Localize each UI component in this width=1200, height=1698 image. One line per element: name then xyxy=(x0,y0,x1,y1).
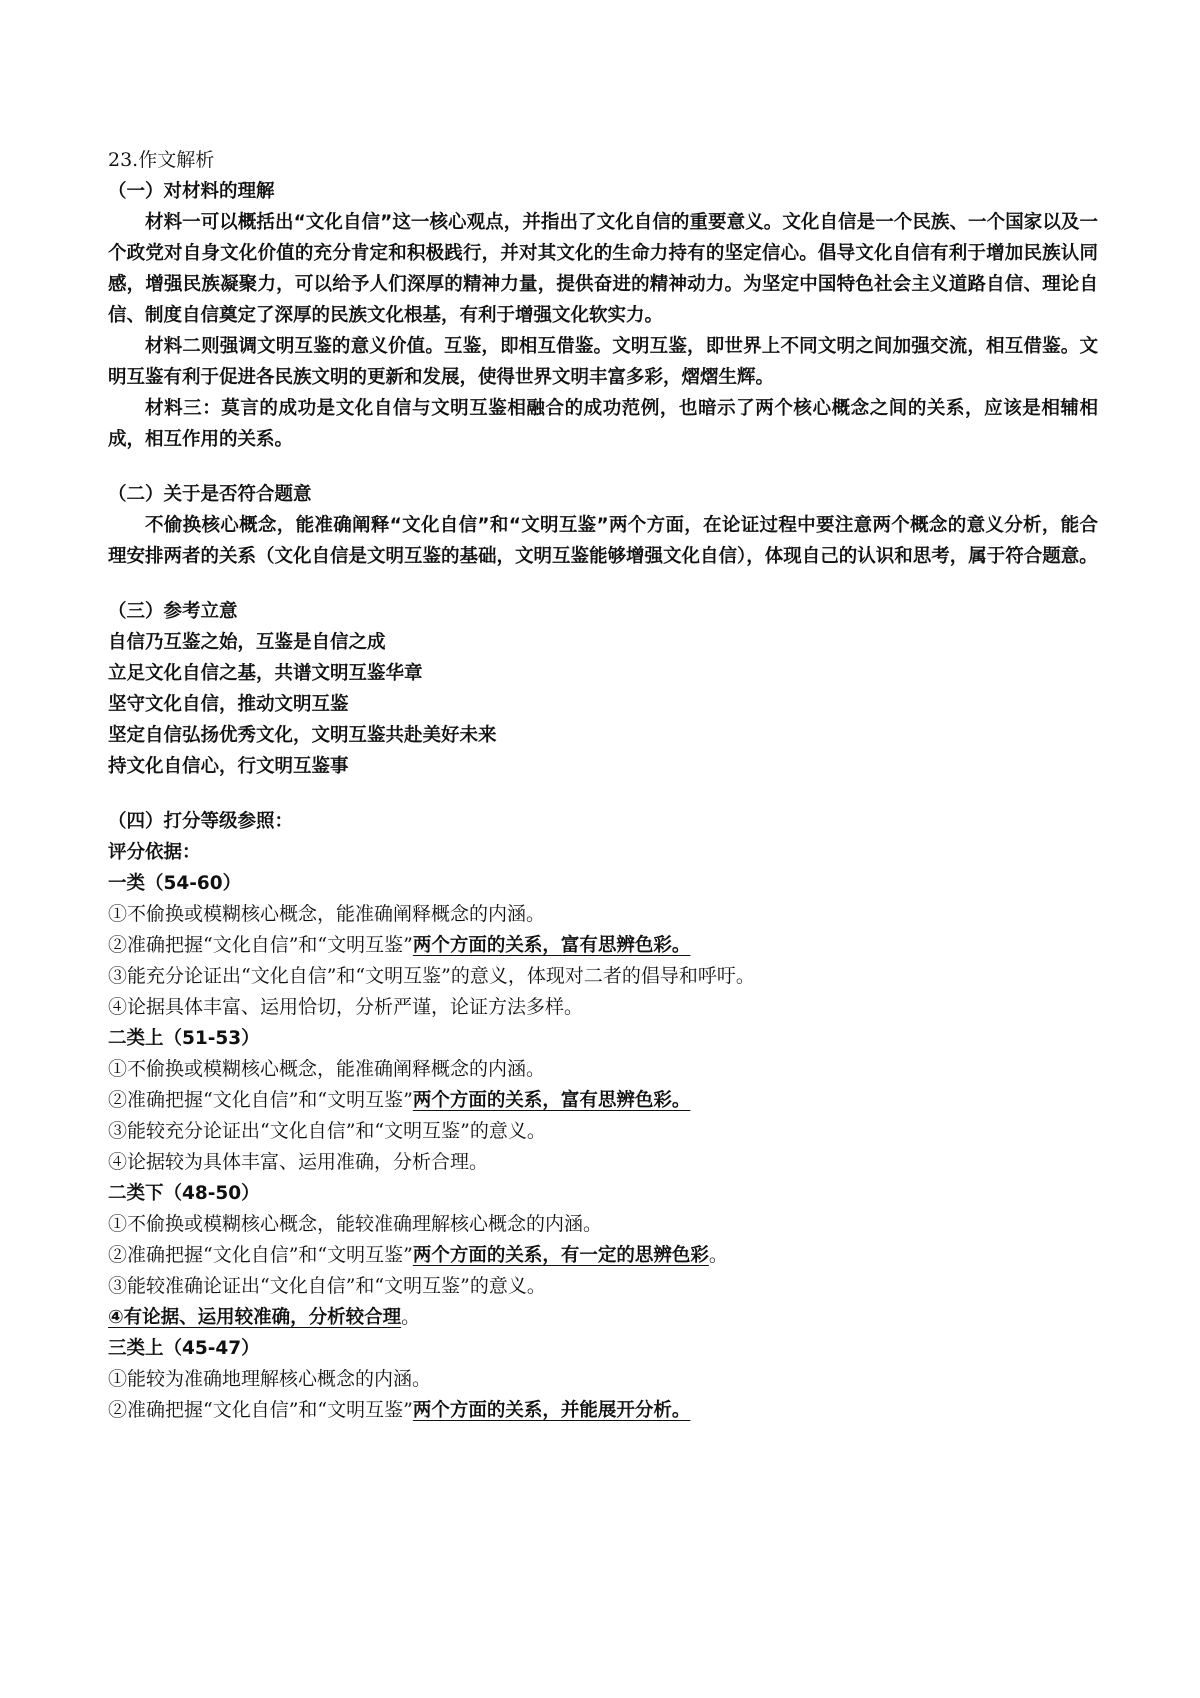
material-three-paragraph: 材料三：莫言的成功是文化自信与文明互鉴相融合的成功范例，也暗示了两个核心概念之间的关系，应该是相辅相成，相互作用的关系。 xyxy=(108,398,1098,450)
emphasized-text: 两个方面的关系，富有思辨色彩。 xyxy=(412,935,691,956)
grade-label: 三类上（45-47） xyxy=(108,1338,260,1359)
scoring-basis-label: 评分依据： xyxy=(108,842,201,863)
grade-criterion: ②准确把握“文化自信”和“文明互鉴”两个方面的关系，有一定的思辨色彩。 xyxy=(108,1244,728,1266)
grade-criterion: ①不偷换或模糊核心概念，能较准确理解核心概念的内涵。 xyxy=(108,1213,603,1235)
relevance-paragraph: 不偷换核心概念，能准确阐释“文化自信”和“文明互鉴”两个方面，在论证过程中要注意两个概念的意义分析，能合理安排两者的关系（文化自信是文明互鉴的基础，文明互鉴能够增强文化自信），体现自己的认识和思考，属于符合题意。 xyxy=(108,515,1098,567)
grade-criterion: ③能较充分论证出“文化自信”和“文明互鉴”的意义。 xyxy=(108,1120,546,1142)
grade-criterion: ④论据具体丰富、运用恰切，分析严谨，论证方法多样。 xyxy=(108,996,584,1018)
section-heading-3: （三）参考立意 xyxy=(108,601,238,622)
grade-criterion: ①不偷换或模糊核心概念，能准确阐释概念的内涵。 xyxy=(108,1058,546,1080)
emphasized-text: 两个方面的关系，有一定的思辨色彩 xyxy=(412,1245,709,1266)
spacer xyxy=(108,455,1098,479)
document-page xyxy=(108,145,1098,1426)
section-heading-4: （四）打分等级参照： xyxy=(108,811,294,832)
spacer xyxy=(108,782,1098,806)
grade-criterion: ④论据较为具体丰富、运用准确，分析合理。 xyxy=(108,1151,489,1173)
theme-item: 持文化自信心，行文明互鉴事 xyxy=(108,756,349,777)
emphasized-text: 两个方面的关系，富有思辨色彩。 xyxy=(412,1090,691,1111)
spacer xyxy=(108,572,1098,596)
grade-criterion: ④有论据、运用较准确，分析较合理。 xyxy=(108,1306,421,1328)
emphasized-text: 两个方面的关系，并能展开分析。 xyxy=(412,1400,691,1421)
theme-item: 立足文化自信之基，共谱文明互鉴华章 xyxy=(108,663,423,684)
grade-criterion: ②准确把握“文化自信”和“文明互鉴”两个方面的关系，富有思辨色彩。 xyxy=(108,934,691,956)
document-title: 23.作文解析 xyxy=(108,149,215,171)
grade-criterion: ③能较准确论证出“文化自信”和“文明互鉴”的意义。 xyxy=(108,1275,546,1297)
material-one-paragraph: 材料一可以概括出“文化自信”这一核心观点，并指出了文化自信的重要意义。文化自信是一个民族、一个国家以及一个政党对自身文化价值的充分肯定和积极践行，并对其文化的生命力持有的坚定信心。倡导文化自信有利于增加民族认同感，增强民族凝聚力，可以给予人们深厚的精神力量，提供奋进的精神动力。为坚定中国特色社会主义道路自信、理论自信、制度自信奠定了深厚的民族文化根基，有利于增强文化软实力。 xyxy=(108,212,1098,326)
grade-criterion: ①能较为准确地理解核心概念的内涵。 xyxy=(108,1368,432,1390)
grade-label: 二类下（48-50） xyxy=(108,1183,260,1204)
grade-criterion: ②准确把握“文化自信”和“文明互鉴”两个方面的关系，并能展开分析。 xyxy=(108,1399,691,1421)
grade-criterion: ③能充分论证出“文化自信”和“文明互鉴”的意义，体现对二者的倡导和呼吁。 xyxy=(108,965,755,987)
grade-label: 二类上（51-53） xyxy=(108,1028,260,1049)
grade-criterion: ②准确把握“文化自信”和“文明互鉴”两个方面的关系，富有思辨色彩。 xyxy=(108,1089,691,1111)
section-heading-2: （二）关于是否符合题意 xyxy=(108,484,312,505)
grade-label: 一类（54-60） xyxy=(108,873,242,894)
section-heading-1: （一）对材料的理解 xyxy=(108,181,275,202)
emphasized-text: ④有论据、运用较准确，分析较合理 xyxy=(108,1307,402,1328)
theme-item: 自信乃互鉴之始，互鉴是自信之成 xyxy=(108,632,386,653)
theme-item: 坚守文化自信，推动文明互鉴 xyxy=(108,694,349,715)
theme-item: 坚定自信弘扬优秀文化，文明互鉴共赴美好未来 xyxy=(108,725,497,746)
material-two-paragraph: 材料二则强调文明互鉴的意义价值。互鉴，即相互借鉴。文明互鉴，即世界上不同文明之间加强交流，相互借鉴。文明互鉴有利于促进各民族文明的更新和发展，使得世界文明丰富多彩，熠熠生辉。 xyxy=(108,336,1098,388)
grade-criterion: ①不偷换或模糊核心概念，能准确阐释概念的内涵。 xyxy=(108,903,546,925)
